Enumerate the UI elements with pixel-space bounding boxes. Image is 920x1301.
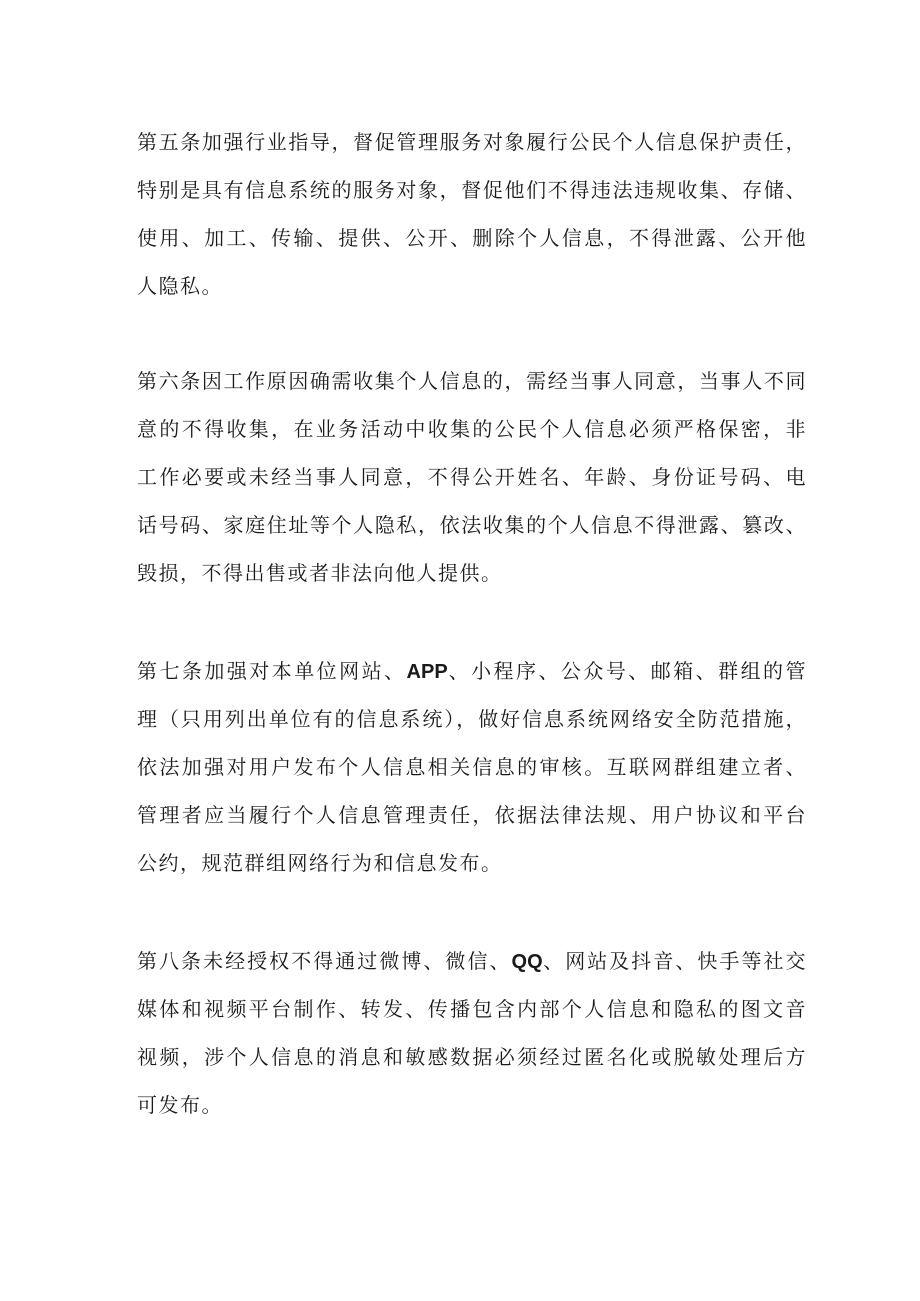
- text-line: 意的不得收集，在业务活动中收集的公民个人信息必须严格保密，非: [137, 417, 807, 441]
- text-line: [137, 937, 807, 985]
- text-line: 特别是具有信息系统的服务对象，督促他们不得违法违规收集、存储、: [137, 178, 807, 202]
- text-segment: 第七条加强对本单位网站、: [137, 659, 407, 683]
- article-7-paragraph: [137, 647, 807, 887]
- article-8-paragraph: [137, 937, 807, 1129]
- text-line: 公约，规范群组网络行为和信息发布。: [137, 851, 503, 875]
- text-line: 理（只用列出单位有的信息系统），做好信息系统网络安全防范措施，: [137, 707, 807, 731]
- text-line: 管理者应当履行个人信息管理责任，依据法律法规、用户协议和平台: [137, 803, 807, 827]
- text-line: 第五条加强行业指导，督促管理服务对象履行公民个人信息保护责任，: [137, 130, 807, 154]
- article-5-paragraph: [137, 118, 807, 310]
- text-line: 可发布。: [137, 1093, 223, 1117]
- text-line: 使用、加工、传输、提供、公开、删除个人信息，不得泄露、公开他: [137, 226, 807, 250]
- text-line: 毁损，不得出售或者非法向他人提供。: [137, 561, 503, 585]
- app-term: APP: [406, 661, 448, 683]
- text-segment: 、网站及抖音、快手等社交: [542, 949, 808, 973]
- text-segment: 第八条未经授权不得通过微博、微信、: [137, 949, 512, 973]
- text-line: 视频，涉个人信息的消息和敏感数据必须经过匿名化或脱敏处理后方: [137, 1045, 807, 1069]
- text-line: 人隐私。: [137, 274, 223, 298]
- text-line: 媒体和视频平台制作、转发、传播包含内部个人信息和隐私的图文音: [137, 997, 807, 1021]
- text-segment: 、小程序、公众号、邮箱、群组的管: [447, 659, 808, 683]
- text-line: 话号码、家庭住址等个人隐私，依法收集的个人信息不得泄露、篡改、: [137, 513, 807, 537]
- article-6-paragraph: [137, 357, 807, 597]
- text-line: 第六条因工作原因确需收集个人信息的，需经当事人同意，当事人不同: [137, 369, 807, 393]
- text-line: [137, 647, 807, 695]
- qq-term: QQ: [511, 951, 543, 973]
- text-line: 依法加强对用户发布个人信息相关信息的审核。互联网群组建立者、: [137, 755, 807, 779]
- text-line: 工作必要或未经当事人同意，不得公开姓名、年龄、身份证号码、电: [137, 465, 807, 489]
